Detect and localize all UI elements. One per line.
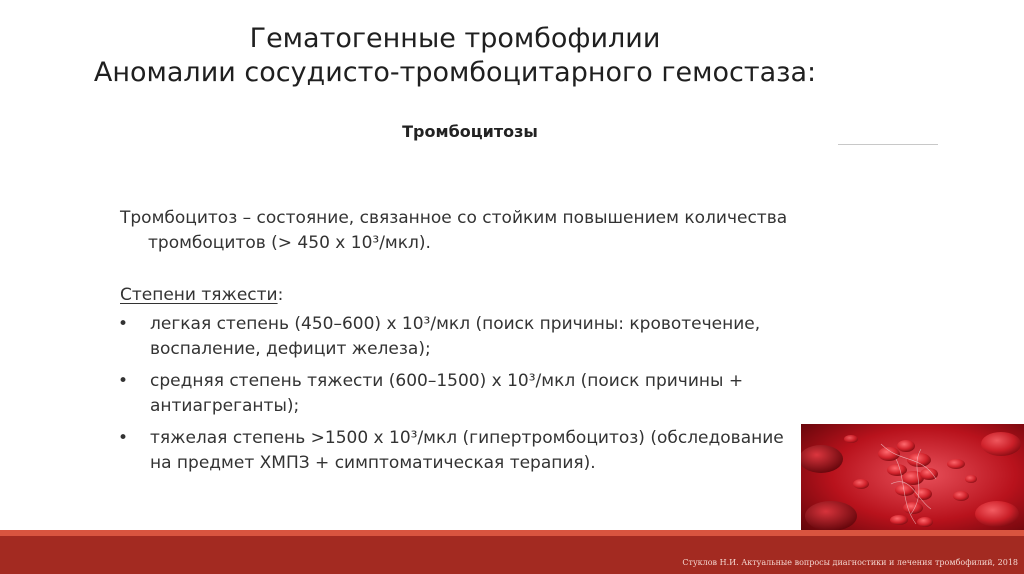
list-item: [120, 369, 810, 419]
degree-moderate: средняя степень тяжести (600–1500) х 10³/мкл (поиск причины + антиагреганты);: [150, 371, 744, 416]
footer-citation: Стуклов Н.И. Актуальные вопросы диагностики и лечения тромбофилий, 2018: [682, 558, 1018, 567]
section-subtitle: Тромбоцитозы: [402, 122, 538, 141]
degrees-heading-colon: :: [277, 285, 284, 305]
list-item: [120, 426, 810, 476]
degrees-heading: Степени тяжести: [120, 285, 278, 305]
definition-text: Тромбоцитоз – состояние, связанное со стойким повышением количества тромбоцитов (> 450 х 10³/мкл).: [120, 208, 788, 253]
slide-title: [0, 22, 910, 90]
footer-bar: [0, 536, 1024, 574]
blood-cells-illustration: [801, 424, 1024, 536]
title-line-1: Гематогенные тромбофилии: [249, 23, 661, 54]
slide-body: [120, 206, 820, 483]
degree-mild: легкая степень (450–600) х 10³/мкл (поиск причины: кровотечение, воспаление, дефицит железа);: [150, 314, 761, 359]
bullet-icon: •: [118, 428, 129, 448]
list-item: [120, 312, 810, 362]
bullet-icon: •: [118, 314, 129, 334]
degrees-heading-row: [120, 283, 820, 308]
degrees-list: [120, 312, 820, 476]
bullet-icon: •: [118, 371, 129, 391]
degree-severe: тяжелая степень >1500 х 10³/мкл (гипертромбоцитоз) (обследование на предмет ХМПЗ + симптоматическая терапия).: [150, 428, 784, 473]
decorative-line: [838, 144, 938, 145]
title-line-2: Аномалии сосудисто-тромбоцитарного гемостаза:: [93, 57, 817, 88]
